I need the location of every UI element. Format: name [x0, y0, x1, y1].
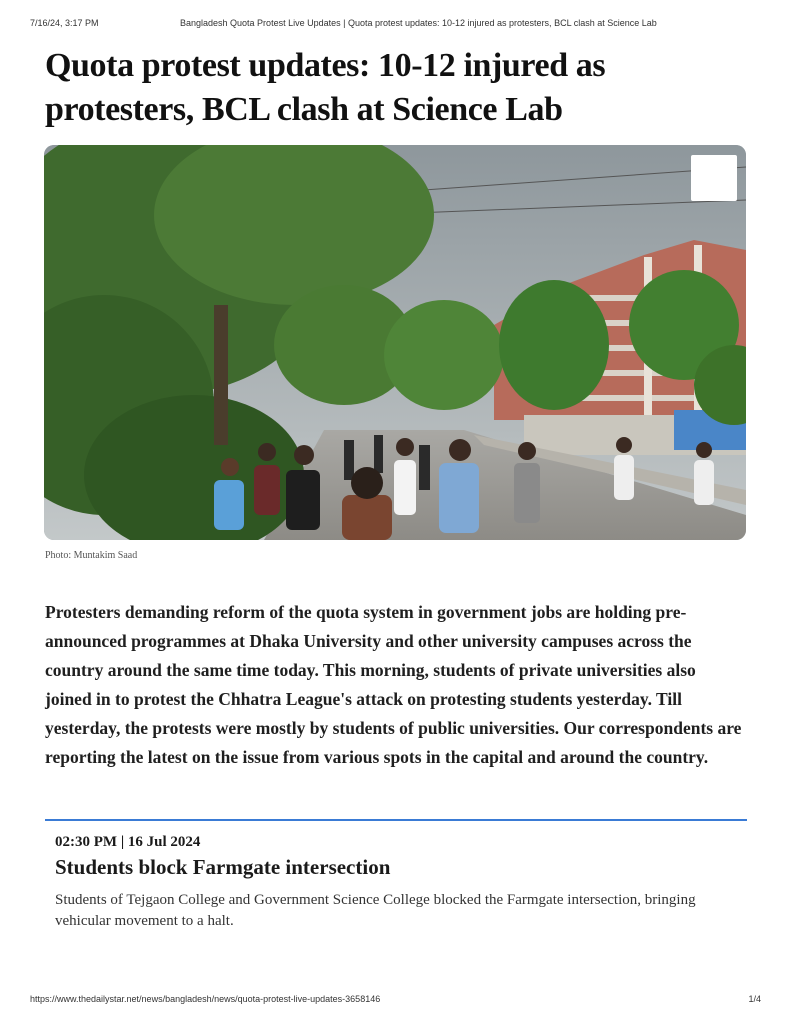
protest-street-photo: [44, 145, 746, 540]
section-divider: [45, 819, 747, 821]
print-date: 7/16/24, 3:17 PM: [30, 18, 99, 28]
print-footer: [30, 994, 761, 1008]
print-page-number: 1/4: [748, 994, 761, 1004]
photo-watermark-box: [691, 155, 737, 201]
print-url: https://www.thedailystar.net/news/bangladesh/news/quota-protest-live-updates-3658146: [30, 994, 381, 1004]
article-summary: Protesters demanding reform of the quota system in government jobs are holding pre-announced programmes at Dhaka University and other university campuses across the country around the same time today. This morning, students of private universities also joined in to protest the Chhatra League's attack on protesting students yesterday. Till yesterday, the protests were mostly by students of public universities. Our correspondents are reporting the latest on the issue from various spots in the capital and around the country.: [45, 602, 742, 767]
print-page-title: Bangladesh Quota Protest Live Updates | Quota protest updates: 10-12 injured as protesters, BCL clash at Science Lab: [180, 18, 657, 28]
print-header: [30, 18, 761, 32]
article-headline: Quota protest updates: 10-12 injured as protesters, BCL clash at Science Lab: [45, 47, 606, 128]
live-entry-title[interactable]: Students block Farmgate intersection: [55, 855, 391, 879]
live-entry-timestamp: 02:30 PM | 16 Jul 2024: [55, 834, 201, 850]
photo-caption: Photo: Muntakim Saad: [45, 550, 138, 561]
article-photo: [44, 145, 746, 540]
live-entry-body: Students of Tejgaon College and Government Science College blocked the Farmgate intersection, bringing vehicular movement to a halt.: [55, 892, 696, 929]
